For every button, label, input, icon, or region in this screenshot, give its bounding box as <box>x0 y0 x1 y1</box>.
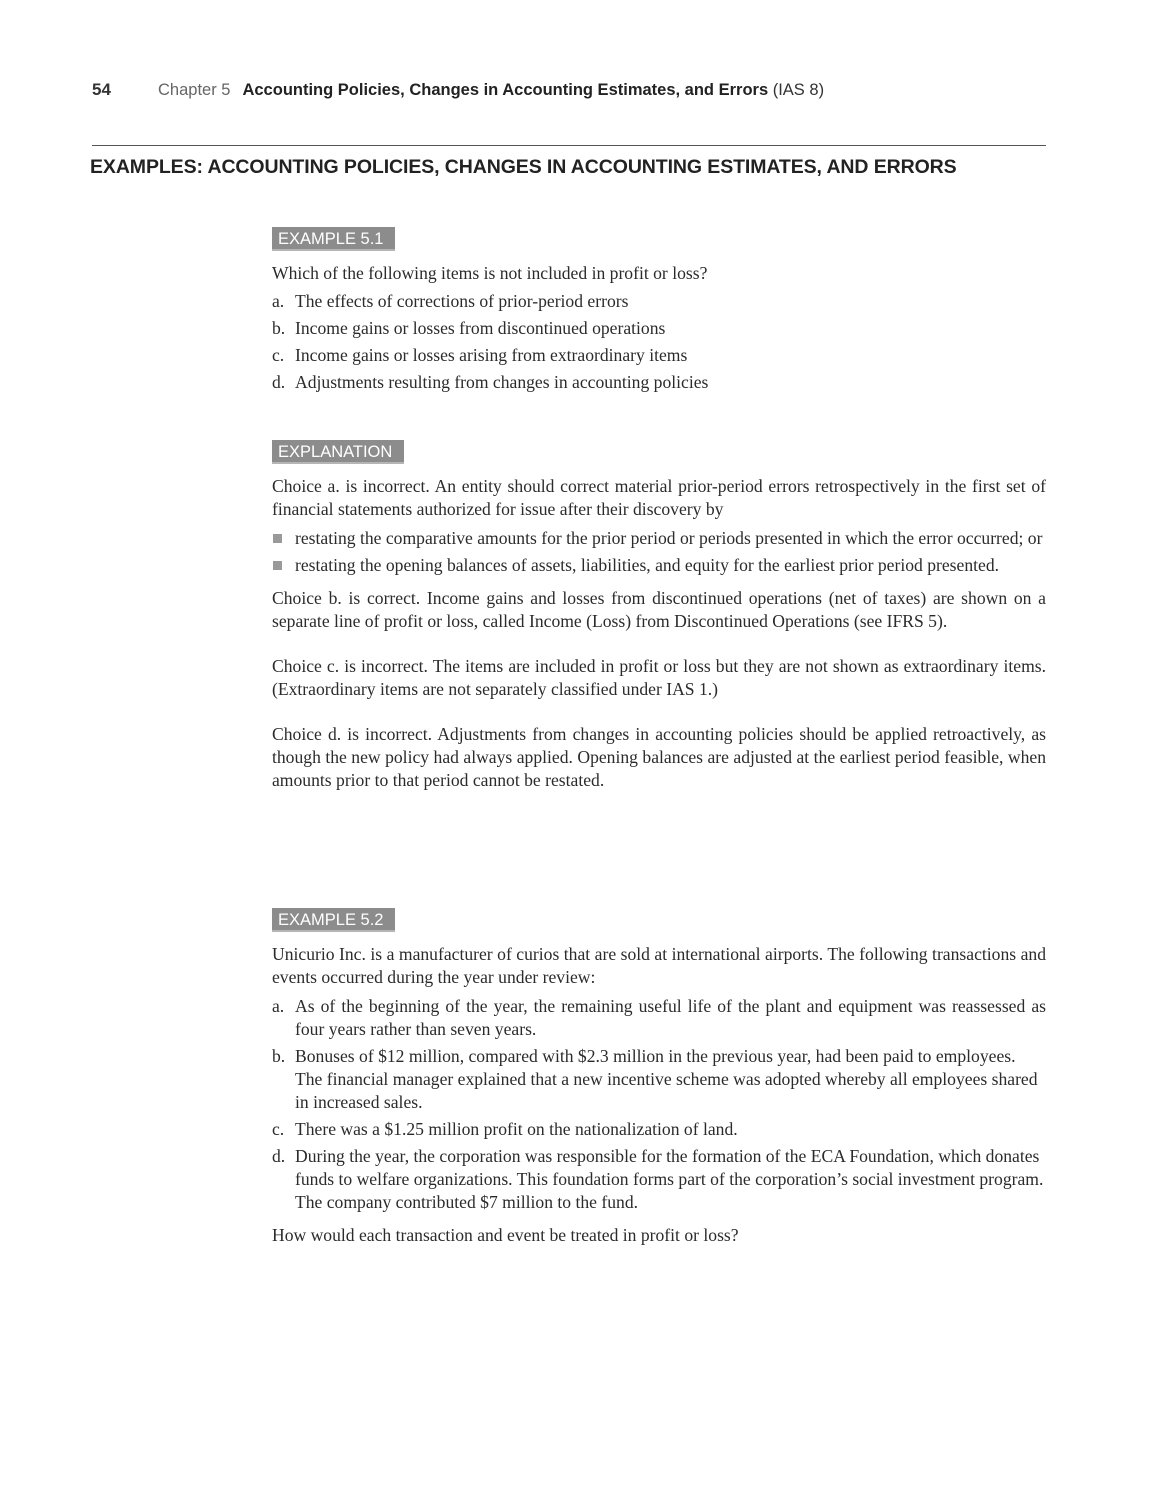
item-b <box>272 1045 1046 1114</box>
chapter-label: Chapter 5 <box>158 81 231 99</box>
option-a <box>272 290 1046 313</box>
bullet-item <box>272 554 1046 577</box>
section-heading: EXAMPLES: ACCOUNTING POLICIES, CHANGES IN ACCOUNTING ESTIMATES, AND ERRORS <box>90 156 957 178</box>
option-text: Adjustments resulting from changes in accounting policies <box>295 372 709 392</box>
item-d <box>272 1145 1046 1214</box>
option-marker: d. <box>272 372 286 392</box>
page-number: 54 <box>92 80 111 99</box>
option-text: Income gains or losses from discontinued operations <box>295 318 666 338</box>
option-d <box>272 371 1046 394</box>
choice-b-explanation: Choice b. is correct. Income gains and losses from discontinued operations (net of taxes) are shown on a separate line of profit or loss, called Income (Loss) from Discontinued Operations (see IFRS 5). <box>272 588 1046 631</box>
explanation-tag: EXPLANATION <box>272 440 404 464</box>
example-5-1-block <box>272 227 1046 394</box>
item-text: During the year, the corporation was responsible for the formation of the ECA Foundation, which donates funds to welfare organizations. This foundation forms part of the corporation’s social investment program. The company contributed $7 million to the fund. <box>295 1146 1044 1212</box>
item-c <box>272 1118 1046 1141</box>
bullet-text: restating the comparative amounts for the prior period or periods presented in which the error occurred; or <box>295 528 1043 548</box>
example-5-2-intro: Unicurio Inc. is a manufacturer of curios that are sold at international airports. The following transactions and events occurred during the year under review: <box>272 944 1046 987</box>
option-c <box>272 344 1046 367</box>
option-marker: a. <box>272 291 285 311</box>
option-b <box>272 317 1046 340</box>
option-text: The effects of corrections of prior-period errors <box>295 291 629 311</box>
item-marker: d. <box>272 1146 286 1166</box>
bullet-item <box>272 527 1046 550</box>
header-divider <box>92 145 1046 146</box>
running-header <box>92 80 1046 100</box>
item-a <box>272 995 1046 1041</box>
item-text: There was a $1.25 million profit on the nationalization of land. <box>295 1119 738 1139</box>
item-marker: b. <box>272 1046 286 1066</box>
option-marker: b. <box>272 318 286 338</box>
example-5-2-items <box>272 995 1046 1214</box>
item-marker: a. <box>272 996 285 1016</box>
choice-d-explanation: Choice d. is incorrect. Adjustments from changes in accounting policies should be applied retroactively, as though the new policy had always applied. Opening balances are adjusted at the earliest period feasible, when amounts prior to that period cannot be restated. <box>272 724 1046 790</box>
example-5-2-question: How would each transaction and event be treated in profit or loss? <box>272 1225 739 1245</box>
bullet-text: restating the opening balances of assets, liabilities, and equity for the earliest prior period presented. <box>295 555 1000 575</box>
option-marker: c. <box>272 345 285 365</box>
choice-c-explanation: Choice c. is incorrect. The items are included in profit or loss but they are not shown as extraordinary items. (Extraordinary items are not separately classified under IAS 1.) <box>272 656 1046 699</box>
example-5-2-tag: EXAMPLE 5.2 <box>272 908 395 932</box>
example-5-2-block <box>272 908 1046 1247</box>
square-bullet-icon <box>273 534 282 543</box>
example-5-1-question: Which of the following items is not included in profit or loss? <box>272 263 708 283</box>
item-text: As of the beginning of the year, the remaining useful life of the plant and equipment was reassessed as four years rather than seven years. <box>295 996 1046 1039</box>
option-text: Income gains or losses arising from extraordinary items <box>295 345 688 365</box>
item-text: Bonuses of $12 million, compared with $2.3 million in the previous year, had been paid to employees. The financial manager explained that a new incentive scheme was adopted whereby all employees shared in increased sales. <box>295 1046 1038 1112</box>
square-bullet-icon <box>273 561 282 570</box>
explanation-bullets <box>272 527 1046 577</box>
example-5-1-options <box>272 290 1046 394</box>
explanation-block <box>272 440 1046 792</box>
choice-a-explanation: Choice a. is incorrect. An entity should correct material prior-period errors retrospectively in the first set of financial statements authorized for issue after their discovery by <box>272 476 1046 519</box>
example-5-1-tag: EXAMPLE 5.1 <box>272 227 395 251</box>
item-marker: c. <box>272 1119 285 1139</box>
chapter-title: Accounting Policies, Changes in Accounting Estimates, and Errors <box>242 81 769 99</box>
chapter-reference: (IAS 8) <box>772 81 825 99</box>
